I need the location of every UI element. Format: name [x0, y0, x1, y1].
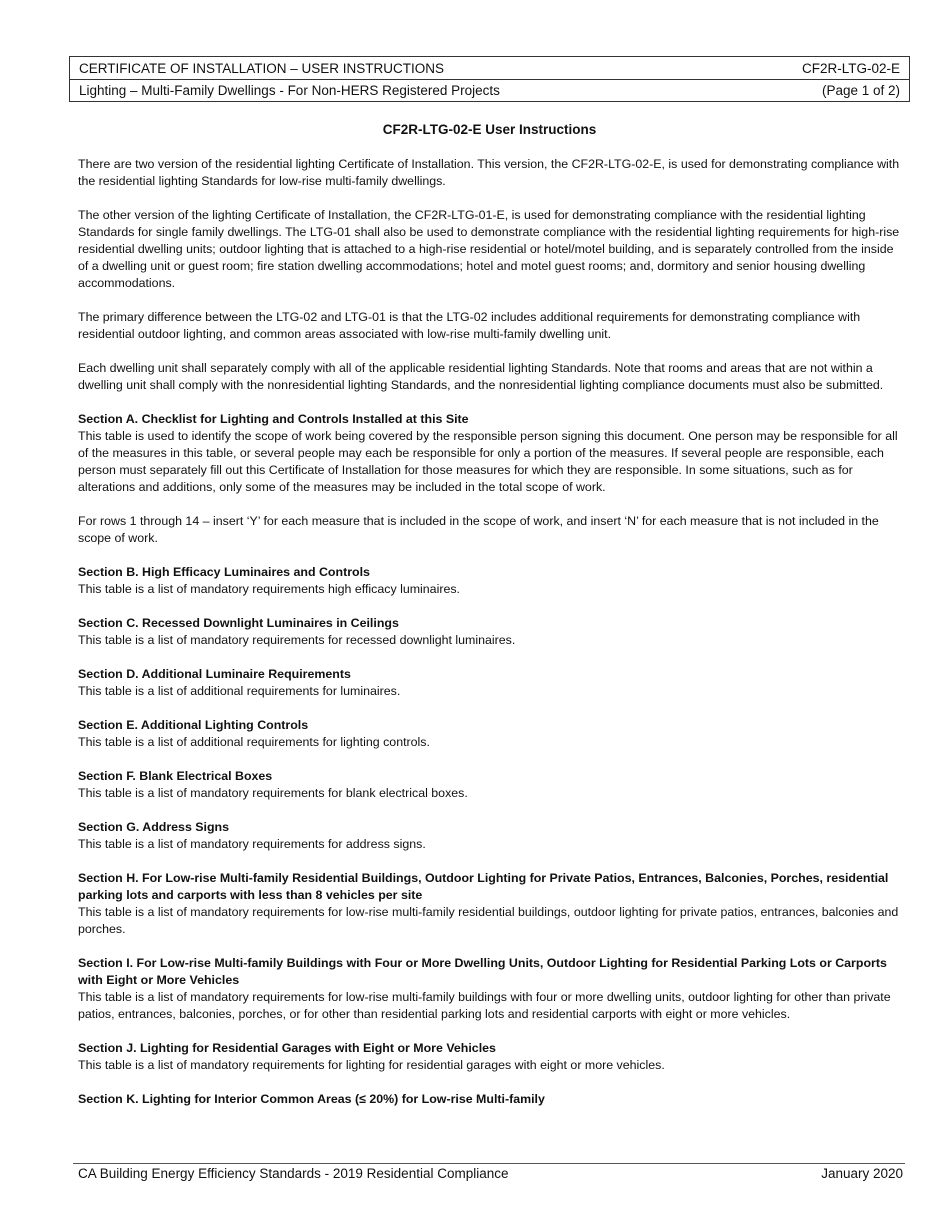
section-j-body: This table is a list of mandatory requirements for lighting for residential garages with eight or more vehicles. — [78, 1058, 665, 1072]
form-title: CERTIFICATE OF INSTALLATION – USER INSTRUCTIONS — [79, 60, 445, 76]
section-e-body: This table is a list of additional requirements for lighting controls. — [78, 735, 430, 749]
section-f-heading: Section F. Blank Electrical Boxes — [78, 769, 273, 783]
document-footer — [78, 1166, 903, 1181]
document-header — [69, 56, 910, 102]
section-b-body: This table is a list of mandatory requirements high efficacy luminaires. — [78, 582, 460, 596]
intro-paragraph-2: The other version of the lighting Certificate of Installation, the CF2R-LTG-01-E, is used for demonstrating compliance with the residential lighting Standards for single family dwellings. The LTG-01 shall also be used to demonstrate compliance with the residential lighting requirements for high-rise residential dwelling units; outdoor lighting that is attached to a high-rise residential or hotel/motel building, and is separately controlled from the inside of a dwelling unit or guest room; fire station dwelling accommodations; hotel and motel guest rooms; and, dormitory and senior housing dwelling accommodations. — [78, 208, 900, 290]
header-row-2 — [70, 79, 909, 101]
section-a-note: For rows 1 through 14 – insert ‘Y’ for each measure that is included in the scope of work, and insert ‘N’ for each measure that is not included in the scope of work. — [78, 514, 879, 545]
header-row-1 — [70, 57, 909, 79]
section-i-heading: Section I. For Low-rise Multi-family Buildings with Four or More Dwelling Units, Outdoor Lighting for Residential Parking Lots or Carports with Eight or More Vehicles — [78, 956, 887, 987]
section-h-body: This table is a list of mandatory requirements for low-rise multi-family residential buildings, outdoor lighting for private patios, entrances, balconies and porches. — [78, 905, 899, 936]
form-code: CF2R-LTG-02-E — [801, 60, 900, 76]
footer-standards: CA Building Energy Efficiency Standards - 2019 Residential Compliance — [78, 1166, 509, 1181]
section-i — [78, 955, 901, 1023]
section-b — [78, 564, 901, 598]
intro-paragraph-4: Each dwelling unit shall separately comply with all of the applicable residential lighting Standards. Note that rooms and areas that are not within a dwelling unit shall comply with the nonresidential lighting Standards, and the nonresidential lighting compliance documents must also be submitted. — [78, 361, 884, 392]
section-a-heading: Section A. Checklist for Lighting and Controls Installed at this Site — [78, 412, 469, 426]
section-g-heading: Section G. Address Signs — [78, 820, 230, 834]
section-g — [78, 819, 901, 853]
intro-paragraph-1: There are two version of the residential lighting Certificate of Installation. This version, the CF2R-LTG-02-E, is used for demonstrating compliance with the residential lighting Standards for low-rise multi-family dwellings. — [78, 157, 900, 188]
section-h-heading: Section H. For Low-rise Multi-family Residential Buildings, Outdoor Lighting for Private Patios, Entrances, Balconies, Porches, residential parking lots and carports with less than 8 vehicles per site — [78, 871, 889, 902]
section-k-heading: Section K. Lighting for Interior Common Areas (≤ 20%) for Low-rise Multi-family — [78, 1092, 545, 1106]
intro-paragraph-3: The primary difference between the LTG-02 and LTG-01 is that the LTG-02 includes additional requirements for demonstrating compliance with residential outdoor lighting, and common areas associated with low-rise multi-family dwelling unit. — [78, 310, 861, 341]
section-j — [78, 1040, 901, 1074]
section-i-body: This table is a list of mandatory requirements for low-rise multi-family buildings with four or more dwelling units, outdoor lighting for other than private patios, entrances, balconies, porches, or for other than residential parking lots and residential carports with eight or more vehicles. — [78, 990, 891, 1021]
document-body — [78, 120, 901, 1125]
section-h — [78, 870, 901, 938]
section-d — [78, 666, 901, 700]
section-k — [78, 1091, 901, 1108]
section-a-body: This table is used to identify the scope of work being covered by the responsible person signing this document. One person may be responsible for all of the measures in this table, or several people may each be responsible for only a portion of the measures. If several people are responsible, each person must separately fill out this Certificate of Installation for those measures for which they are responsible. In some situations, such as for alterations and additions, only some of the measures may be included in the total scope of work. — [78, 429, 898, 494]
form-subtitle: Lighting – Multi-Family Dwellings - For Non-HERS Registered Projects — [79, 83, 500, 98]
section-d-body: This table is a list of additional requirements for luminaires. — [78, 684, 401, 698]
section-d-heading: Section D. Additional Luminaire Requirements — [78, 667, 351, 681]
page-number: (Page 1 of 2) — [821, 83, 900, 98]
footer-divider — [73, 1163, 905, 1164]
section-c — [78, 615, 901, 649]
section-c-heading: Section C. Recessed Downlight Luminaires in Ceilings — [78, 616, 399, 630]
section-a — [78, 411, 901, 496]
section-e-heading: Section E. Additional Lighting Controls — [78, 718, 309, 732]
footer-date: January 2020 — [821, 1166, 903, 1181]
section-f — [78, 768, 901, 802]
section-e — [78, 717, 901, 751]
section-f-body: This table is a list of mandatory requirements for blank electrical boxes. — [78, 786, 468, 800]
section-c-body: This table is a list of mandatory requirements for recessed downlight luminaires. — [78, 633, 516, 647]
section-b-heading: Section B. High Efficacy Luminaires and Controls — [78, 565, 370, 579]
section-j-heading: Section J. Lighting for Residential Garages with Eight or More Vehicles — [78, 1041, 496, 1055]
page-title: CF2R-LTG-02-E User Instructions — [382, 122, 597, 137]
section-g-body: This table is a list of mandatory requirements for address signs. — [78, 837, 426, 851]
